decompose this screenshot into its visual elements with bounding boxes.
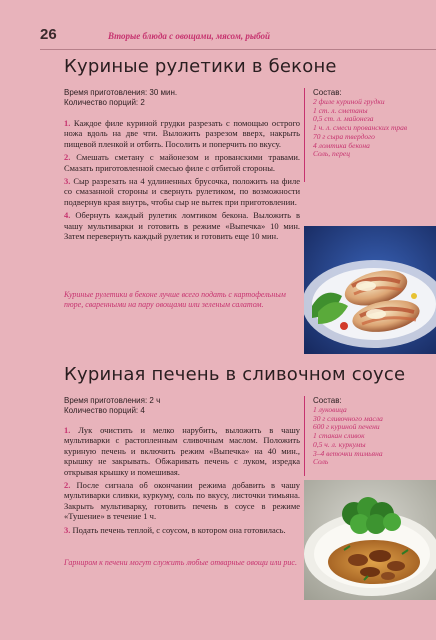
- chicken-liver-photo: [304, 480, 436, 600]
- prep-time: Время приготовления: 2 ч: [64, 396, 161, 405]
- ingredients-title: Состав:: [313, 396, 342, 405]
- ingredient-item: 0,5 ч. л. куркумы: [313, 439, 366, 449]
- header-divider: [40, 49, 436, 50]
- ingredient-item: 1 ч. л. смеси прованских трав: [313, 123, 408, 133]
- ingredient-item: 600 г куриной печени: [313, 422, 380, 432]
- ingredients-box: [304, 88, 436, 182]
- ingredient-item: 70 г сыра твердого: [313, 131, 375, 141]
- recipe-title: Куриная печень в сливочном соусе: [64, 364, 406, 385]
- ingredients-title: Состав:: [313, 88, 342, 97]
- step-number: 1.: [64, 118, 71, 128]
- step-number: 2.: [64, 152, 71, 163]
- servings: Количество порций: 4: [64, 406, 145, 415]
- recipe-step: [64, 176, 300, 207]
- step-text: Сыр разрезать на 4 удлиненных брусочка, положить на филе со смазанной стороны и свернуть рулетиком, по возможности подвернув края внутрь, чтобы сыр не вытек при приготовлении.: [64, 176, 300, 207]
- ingredient-item: Соль: [313, 457, 329, 467]
- step-text: Подать печень теплой, с соусом, в котором она готовилась.: [72, 524, 286, 535]
- step-text: Смешать сметану с майонезом и прованскими травами. Смазать приготовленной смесью филе с отбитой стороны.: [64, 152, 300, 173]
- recipe-title: Куриные рулетики в беконе: [64, 56, 337, 77]
- recipe-step: [64, 480, 300, 522]
- page-number: 26: [40, 26, 57, 43]
- ingredient-item: 1 стакан сливок: [313, 431, 365, 441]
- recipe-steps: [64, 118, 300, 244]
- ingredient-item: 4 ломтика бекона: [313, 140, 370, 150]
- serving-note: Куриные рулетики в беконе лучше всего подать с картофельным пюре, сваренными на пару овощами или зеленым салатом.: [64, 290, 286, 310]
- recipe-step: [64, 118, 300, 149]
- recipe-meta: [64, 396, 294, 416]
- ingredient-item: 0,5 ст. л. майонеза: [313, 114, 374, 124]
- chicken-rolls-photo: [304, 226, 436, 354]
- ingredient-item: 30 г сливочного масла: [313, 413, 383, 423]
- recipe-step: [64, 152, 300, 173]
- recipe-step: [64, 425, 300, 477]
- section-title: Вторые блюда с овощами, мясом, рыбой: [108, 31, 270, 41]
- recipe-meta: [64, 88, 294, 108]
- step-number: 3.: [64, 176, 71, 187]
- chicken-rolls-illustration: [304, 226, 436, 354]
- ingredients-box: [304, 396, 436, 476]
- page-header: [40, 26, 436, 50]
- ingredients-list: [305, 98, 436, 159]
- step-number: 2.: [64, 480, 71, 491]
- ingredient-item: 2 филе куриной грудки: [313, 97, 385, 106]
- recipe-steps: [64, 425, 300, 538]
- ingredient-item: 3–4 веточки тимьяна: [313, 448, 383, 458]
- recipe-step: [64, 525, 300, 535]
- ingredients-list: [305, 406, 436, 467]
- ingredient-item: Соль, перец: [313, 149, 350, 159]
- step-number: 1.: [64, 425, 71, 435]
- step-number: 4.: [64, 210, 71, 221]
- ingredient-item: 1 луковица: [313, 405, 347, 414]
- step-text: Обернуть каждый рулетик ломтиком бекона. Выложить в чашу мультиварки и готовить в режиме «Выпечка» 10 мин. Затем перевернуть каждый рулетик и готовить еще 10 мин.: [64, 210, 300, 242]
- ingredient-item: 1 ст. л. сметаны: [313, 105, 368, 115]
- chicken-liver-illustration: [304, 480, 436, 600]
- serving-note: Гарниром к печени могут служить любые отварные овощи или рис.: [64, 558, 297, 567]
- step-number: 3.: [64, 524, 71, 535]
- servings: Количество порций: 2: [64, 98, 145, 107]
- step-text: Каждое филе куриной грудки разрезать с помощью острого ножа вдоль на две чти. Выложить разрезом вверх, накрыть пищевой пленкой и отбить. Посолить и поперчить по вкусу.: [64, 118, 300, 149]
- recipe-step: [64, 210, 300, 241]
- step-text: После сигнала об окончании режима добавить в чашу мультиварки сливки, куркуму, соль по вкусу, листочки тимьяна. Закрыть мультиварку, готовить печень в соусе в режиме «Тушение» в течение 1 ч.: [64, 480, 301, 522]
- step-text: Лук очистить и мелко нарубить, выложить в чашу мультиварки с растопленным сливочным маслом. Положить куриную печень и включить режим «Выпечка» на 40 мин., крышку не закрывать. Обжаривать печень с луком, изредка открывая крышку и помешивая.: [64, 425, 300, 477]
- prep-time: Время приготовления: 30 мин.: [64, 88, 178, 97]
